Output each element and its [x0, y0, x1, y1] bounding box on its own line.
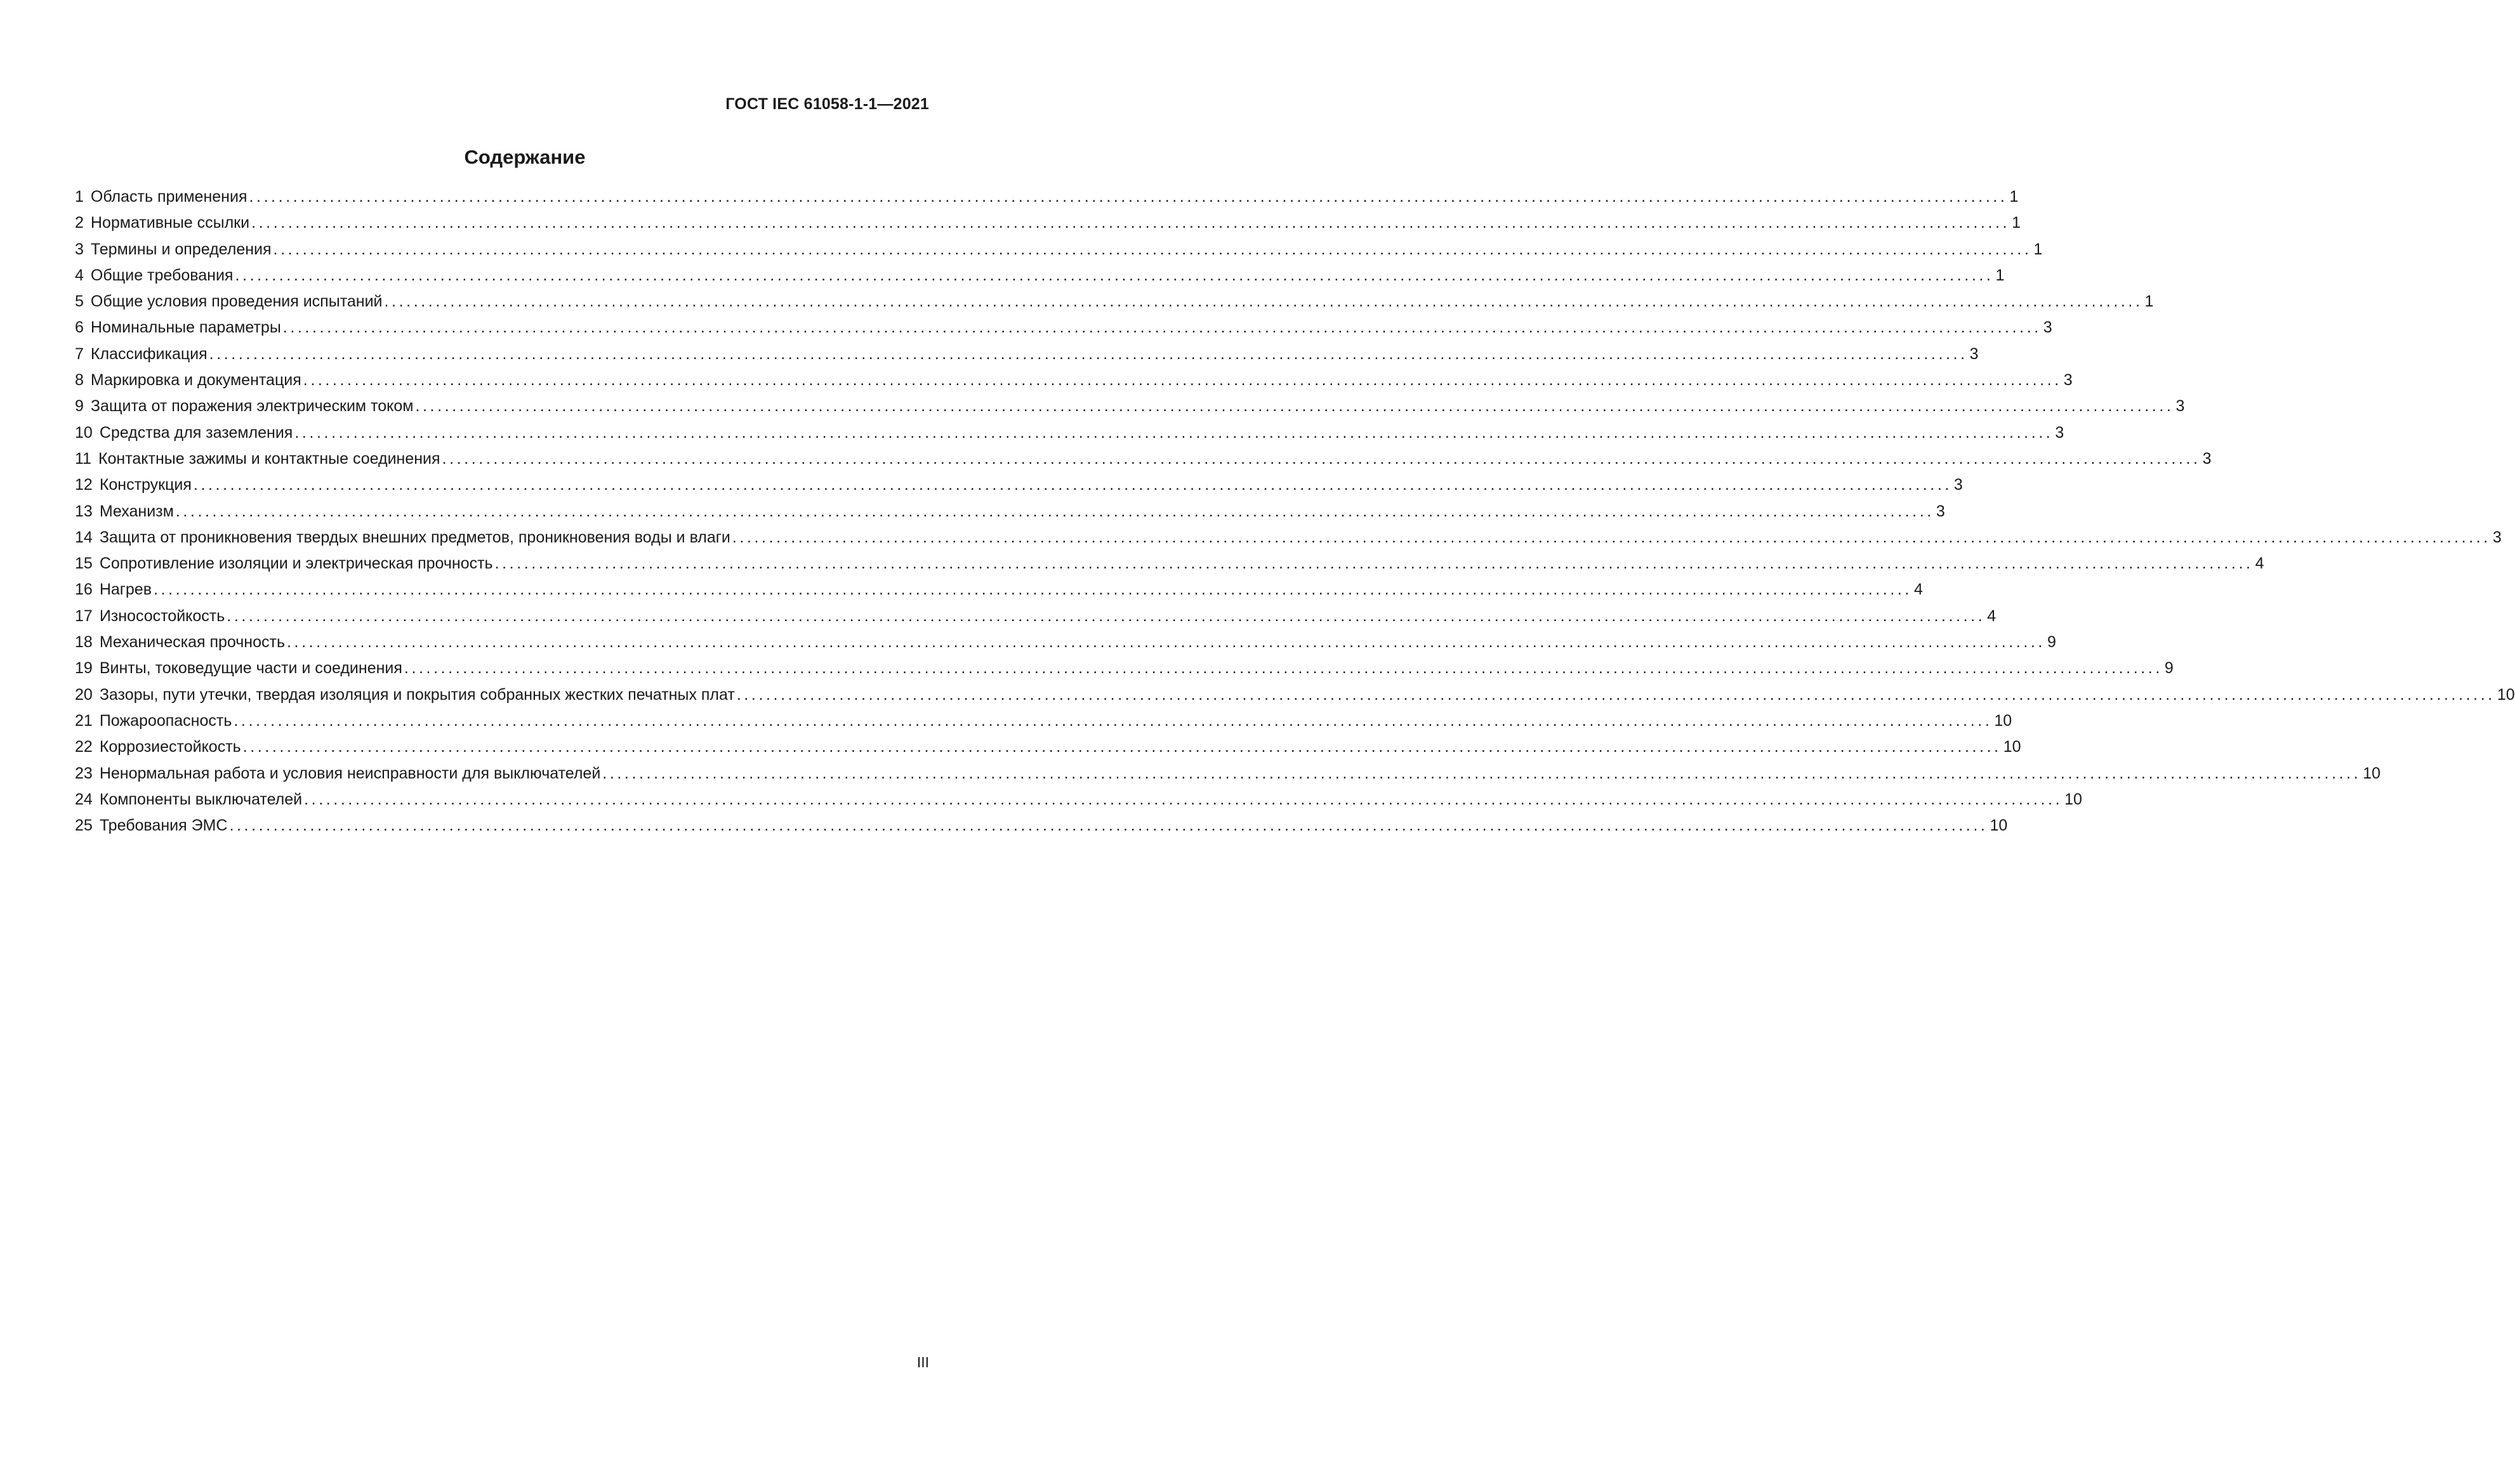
toc-entry-page: 1: [2144, 292, 2154, 311]
toc-leader-dots: ................................................................................................................................................................................................................................................: [286, 633, 2045, 652]
toc-entry-number: 4: [75, 266, 84, 284]
toc-leader-dots: ................................................................................................................................................................................................................................................: [415, 397, 2174, 416]
toc-entry-title: Термины и определения: [90, 240, 272, 258]
toc-entry-title: Номинальные параметры: [90, 318, 281, 337]
toc-entry[interactable]: [75, 734, 2021, 760]
toc-entry-page: 3: [2055, 423, 2064, 442]
toc-entry[interactable]: [75, 446, 2212, 472]
toc-entry-page: 3: [2175, 397, 2185, 416]
toc-entry-page: 3: [1936, 502, 1945, 520]
toc-entry-number: 9: [75, 397, 84, 416]
toc-entry-page: 3: [1953, 476, 1963, 494]
toc-leader-dots: ................................................................................................................................................................................................................................................: [251, 214, 2010, 232]
toc-entry[interactable]: [75, 682, 2515, 708]
page-number: III: [916, 1354, 929, 1370]
toc-entry-number: 15: [75, 555, 93, 573]
toc-entry-title: Зазоры, пути утечки, твердая изоляция и покрытия собранных жестких печатных плат: [99, 685, 735, 704]
toc-entry[interactable]: [75, 289, 2154, 315]
toc-entry-number: 14: [75, 528, 93, 546]
toc-entry[interactable]: [75, 315, 2052, 341]
toc-leader-dots: ................................................................................................................................................................................................................................................: [282, 318, 2042, 337]
toc-entry[interactable]: [75, 393, 2185, 419]
toc-entry-title: Механическая прочность: [99, 633, 285, 652]
toc-leader-dots: ................................................................................................................................................................................................................................................: [602, 764, 2361, 782]
toc-entry[interactable]: [75, 787, 2082, 813]
toc-leader-dots: ................................................................................................................................................................................................................................................: [249, 188, 2008, 206]
toc-leader-dots: ................................................................................................................................................................................................................................................: [153, 581, 1912, 599]
toc-entry-number: 18: [75, 633, 93, 652]
toc-entry-page: 10: [1994, 711, 2012, 730]
toc-entry-title: Область применения: [90, 188, 248, 206]
toc-entry-title: Ненормальная работа и условия неисправности для выключателей: [99, 764, 601, 782]
toc-entry-number: 11: [75, 449, 91, 468]
toc-entry-number: 23: [75, 764, 93, 782]
toc-entry-title: Классификация: [90, 345, 208, 363]
toc-leader-dots: ................................................................................................................................................................................................................................................: [736, 685, 2495, 704]
table-of-contents: [75, 184, 2515, 839]
toc-entry-page: 3: [2063, 371, 2073, 390]
toc-entry[interactable]: [75, 629, 2056, 655]
toc-entry-number: 13: [75, 502, 93, 520]
toc-entry-number: 5: [75, 292, 84, 311]
toc-entry-number: 3: [75, 240, 84, 258]
toc-leader-dots: ................................................................................................................................................................................................................................................: [229, 817, 1988, 835]
toc-entry-title: Конструкция: [99, 476, 192, 494]
toc-entry-title: Пожароопасность: [99, 711, 232, 730]
toc-entry-title: Сопротивление изоляции и электрическая прочность: [99, 555, 493, 573]
toc-entry-title: Маркировка и документация: [90, 371, 301, 390]
toc-leader-dots: ................................................................................................................................................................................................................................................: [227, 607, 1986, 625]
toc-entry[interactable]: [75, 655, 2174, 681]
toc-entry-number: 25: [75, 817, 93, 835]
toc-entry-number: 12: [75, 476, 93, 494]
toc-entry[interactable]: [75, 813, 2008, 839]
toc-entry-page: 4: [1987, 607, 1997, 625]
toc-entry-title: Винты, токоведущие части и соединения: [99, 659, 402, 678]
toc-leader-dots: ................................................................................................................................................................................................................................................: [404, 659, 2163, 678]
toc-entry-number: 19: [75, 659, 93, 678]
toc-entry-page: 10: [2363, 764, 2381, 782]
toc-entry-number: 8: [75, 371, 84, 390]
toc-entry[interactable]: [75, 551, 2264, 577]
toc-entry[interactable]: [75, 761, 2381, 787]
toc-entry-title: Защита от проникновения твердых внешних предметов, проникновения воды и влаги: [99, 528, 730, 546]
toc-entry-title: Средства для заземления: [99, 423, 293, 442]
toc-entry-page: 10: [2003, 738, 2021, 756]
toc-entry[interactable]: [75, 420, 2064, 446]
toc-entry[interactable]: [75, 577, 1923, 603]
toc-entry-page: 10: [2497, 685, 2515, 704]
toc-entry-page: 1: [2012, 214, 2021, 232]
toc-entry-number: 20: [75, 685, 93, 704]
toc-entry-title: Нагрев: [99, 581, 152, 599]
toc-leader-dots: ................................................................................................................................................................................................................................................: [193, 476, 1952, 494]
toc-entry-title: Контактные зажимы и контактные соединения: [98, 449, 440, 468]
toc-entry-page: 3: [2202, 449, 2212, 468]
toc-entry[interactable]: [75, 341, 1979, 367]
toc-leader-dots: ................................................................................................................................................................................................................................................: [494, 555, 2254, 573]
toc-entry[interactable]: [75, 472, 1963, 498]
toc-entry-title: Износостойкость: [99, 607, 225, 625]
toc-leader-dots: ................................................................................................................................................................................................................................................: [175, 502, 1934, 520]
toc-entry-page: 9: [2164, 659, 2174, 678]
toc-entry-title: Компоненты выключателей: [99, 790, 303, 808]
toc-leader-dots: ................................................................................................................................................................................................................................................: [209, 345, 1968, 363]
toc-leader-dots: ................................................................................................................................................................................................................................................: [442, 449, 2201, 468]
toc-entry-number: 6: [75, 318, 84, 337]
toc-entry-page: 1: [1995, 266, 2005, 284]
toc-entry-number: 16: [75, 581, 93, 599]
toc-entry-title: Требования ЭМС: [99, 817, 228, 835]
toc-entry[interactable]: [75, 499, 1945, 525]
toc-leader-dots: ................................................................................................................................................................................................................................................: [234, 711, 1993, 730]
toc-entry-page: 3: [2492, 528, 2502, 546]
toc-entry-page: 3: [1969, 345, 1979, 363]
toc-entry-number: 21: [75, 711, 93, 730]
toc-leader-dots: ................................................................................................................................................................................................................................................: [294, 423, 2054, 442]
toc-entry[interactable]: [75, 237, 2043, 263]
toc-entry-page: 3: [2043, 318, 2052, 337]
toc-leader-dots: ................................................................................................................................................................................................................................................: [273, 240, 2032, 258]
toc-entry[interactable]: [75, 603, 1997, 629]
toc-entry[interactable]: [75, 367, 2073, 393]
toc-entry-page: 9: [2047, 633, 2056, 652]
toc-leader-dots: ................................................................................................................................................................................................................................................: [235, 266, 1994, 284]
toc-leader-dots: ................................................................................................................................................................................................................................................: [384, 292, 2143, 311]
toc-entry-number: 1: [75, 188, 84, 206]
toc-leader-dots: ................................................................................................................................................................................................................................................: [303, 371, 2062, 390]
toc-entry[interactable]: [75, 525, 2502, 551]
toc-entry-number: 10: [75, 423, 93, 442]
toc-leader-dots: ................................................................................................................................................................................................................................................: [732, 528, 2491, 546]
toc-leader-dots: ................................................................................................................................................................................................................................................: [242, 738, 2002, 756]
toc-entry[interactable]: [75, 708, 2012, 734]
toc-entry-page: 1: [2033, 240, 2043, 258]
toc-title: Содержание: [464, 146, 586, 168]
toc-leader-dots: ................................................................................................................................................................................................................................................: [304, 790, 2063, 808]
toc-entry-title: Коррозиестойкость: [99, 738, 241, 756]
toc-entry-number: 17: [75, 607, 93, 625]
document-code: ГОСТ IEC 61058-1-1—2021: [725, 95, 929, 113]
toc-entry-number: 22: [75, 738, 93, 756]
toc-entry-number: 24: [75, 790, 93, 808]
toc-entry-title: Механизм: [99, 502, 174, 520]
toc-entry-number: 7: [75, 345, 84, 363]
toc-entry-page: 1: [2009, 188, 2019, 206]
toc-entry[interactable]: [75, 184, 2019, 210]
toc-entry-page: 10: [1990, 817, 2008, 835]
toc-entry[interactable]: [75, 263, 2005, 289]
toc-entry-page: 10: [2064, 790, 2082, 808]
toc-entry-title: Общие требования: [90, 266, 234, 284]
toc-entry-page: 4: [1913, 581, 1923, 599]
toc-entry-title: Нормативные ссылки: [90, 214, 250, 232]
toc-entry-number: 2: [75, 214, 84, 232]
toc-entry-title: Общие условия проведения испытаний: [90, 292, 383, 311]
toc-entry[interactable]: [75, 210, 2021, 236]
toc-entry-page: 4: [2255, 555, 2264, 573]
toc-entry-title: Защита от поражения электрическим током: [90, 397, 414, 416]
